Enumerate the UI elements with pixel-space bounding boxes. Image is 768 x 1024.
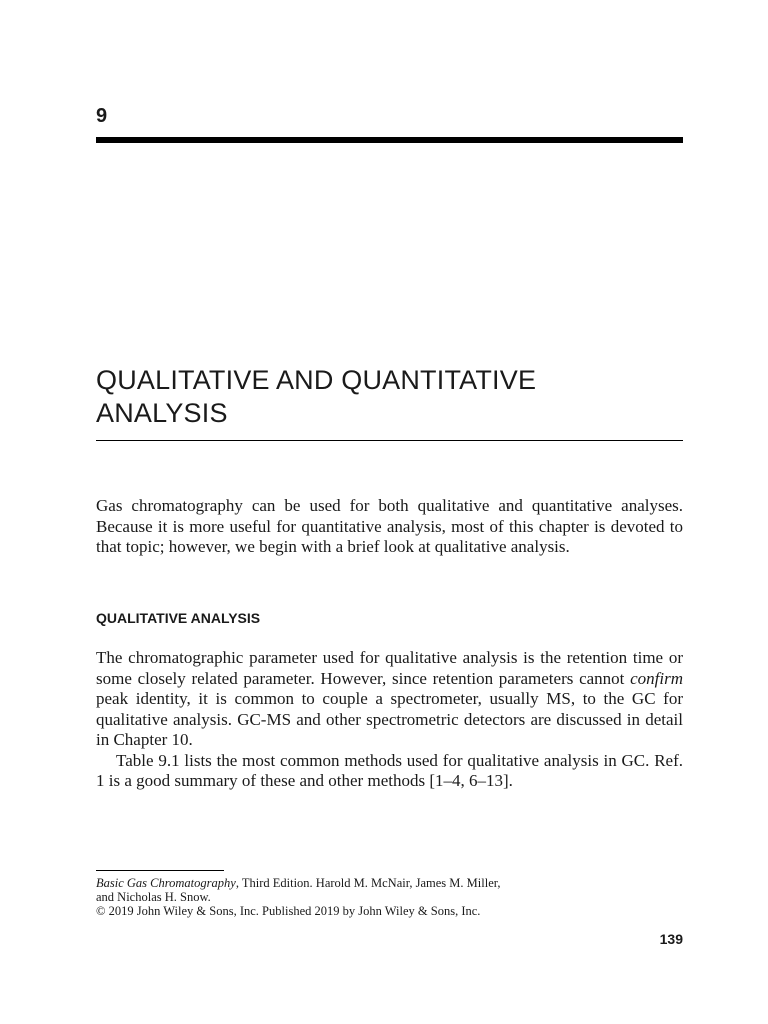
paragraph-text: peak identity, it is common to couple a spectrometer, usually MS, to the GC for qualitative analysis. GC-MS and other spectrometric detectors are discussed in detail in Chapter 10. — [96, 689, 683, 749]
chapter-title-line-2: ANALYSIS — [96, 398, 228, 428]
paragraph-text: The chromatographic parameter used for qualitative analysis is the retention time or some closely related parameter. However, since retention parameters cannot — [96, 648, 683, 688]
footnote-line-3: © 2019 John Wiley & Sons, Inc. Published 2019 by John Wiley & Sons, Inc. — [96, 904, 481, 918]
emphasized-word: confirm — [630, 668, 683, 688]
chapter-number: 9 — [96, 105, 108, 127]
copyright-footnote — [96, 876, 616, 918]
intro-paragraph: Gas chromatography can be used for both qualitative and quantitative analyses. Because it is more useful for quantitative analysis, most of this chapter is devoted to that topic; however, we begin with a brief look at qualitative analysis. — [96, 496, 683, 556]
book-title: Basic Gas Chromatography — [96, 876, 236, 890]
chapter-title-line-1: QUALITATIVE AND QUANTITATIVE — [96, 365, 537, 395]
edition-authors: , Third Edition. Harold M. McNair, James M. Miller, — [235, 876, 501, 890]
footnote-line-2: and Nicholas H. Snow. — [96, 890, 211, 904]
chapter-title — [96, 364, 683, 430]
chapter-divider — [96, 137, 683, 143]
title-divider — [96, 440, 683, 441]
section-paragraph-2: Table 9.1 lists the most common methods used for qualitative analysis in GC. Ref. 1 is a good summary of these and other methods [1–4, 6–13]. — [96, 750, 683, 790]
section-body — [96, 648, 683, 792]
footnote-divider — [96, 870, 224, 871]
footnote-line-1 — [96, 876, 616, 890]
section-heading: QUALITATIVE ANALYSIS — [96, 610, 261, 626]
page-number: 139 — [659, 931, 683, 947]
section-paragraph-1 — [96, 648, 683, 751]
